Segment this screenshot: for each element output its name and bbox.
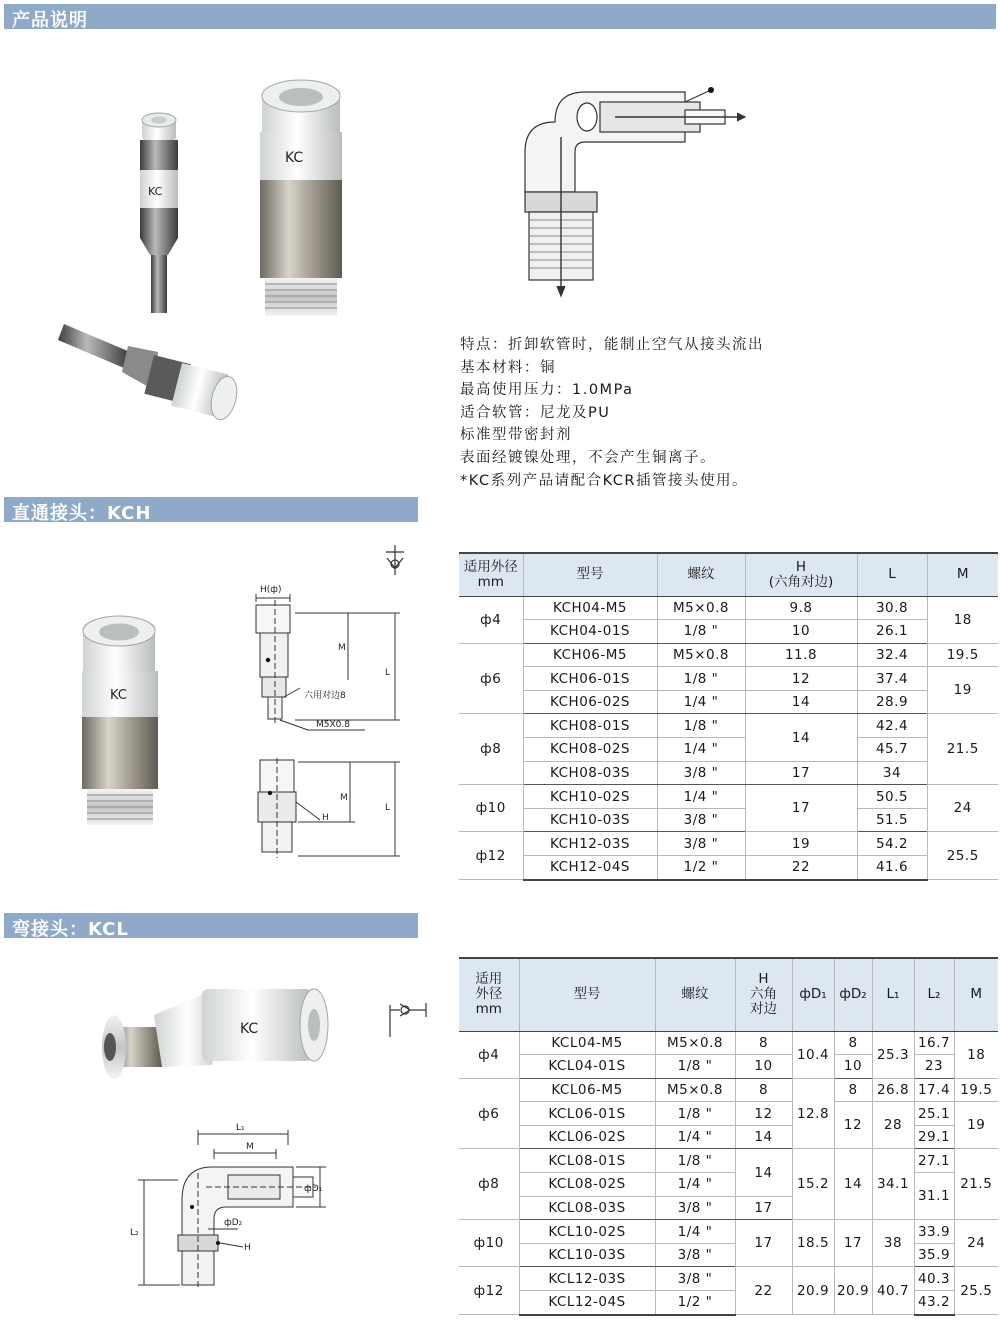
table-row	[459, 643, 998, 667]
kch-dimension-drawing	[240, 540, 420, 870]
table-header-cell: 螺纹	[657, 554, 745, 596]
table-cell-model: KCL08-02S	[519, 1173, 655, 1197]
table-row	[459, 620, 998, 644]
table-header-cell: L	[857, 554, 927, 596]
table-cell-m: 19	[954, 1102, 998, 1149]
fitting-large-photo	[260, 80, 342, 316]
table-cell-model: KCL06-02S	[519, 1125, 655, 1149]
table-cell-h: 10	[745, 620, 857, 644]
table-cell-thread: M5×0.8	[655, 1031, 735, 1055]
table-cell-h: 22	[745, 856, 857, 880]
table-cell-thread: 1/8 "	[657, 620, 745, 644]
kch-dim-thread: M5X0.8	[316, 720, 350, 730]
table-cell-model: KCH06-M5	[523, 643, 657, 667]
table-cell-h: 12	[745, 667, 857, 691]
table-cell-l1: 26.8	[872, 1078, 914, 1102]
section-title: 弯接头：KCL	[12, 919, 129, 940]
table-cell-od: ф10	[459, 785, 523, 832]
table-cell-l1: 40.7	[872, 1267, 914, 1315]
table-cell-od: ф8	[459, 1149, 519, 1220]
table-cell-l2: 23	[914, 1055, 954, 1079]
table-row	[459, 690, 998, 714]
table-cell-thread: 3/8 "	[657, 832, 745, 856]
table-header-cell: 螺纹	[655, 959, 735, 1031]
table-row	[459, 1291, 998, 1315]
table-cell-m: 24	[927, 785, 998, 832]
table-cell-od: ф4	[459, 596, 523, 643]
table-cell-l: 51.5	[857, 808, 927, 832]
kcl-dim-h: H	[244, 1243, 251, 1253]
table-cell-thread: 1/4 "	[657, 785, 745, 809]
kcl-dim-d1: фD₁	[304, 1184, 323, 1194]
table-cell-l: 54.2	[857, 832, 927, 856]
table-cell-thread: 3/8 "	[655, 1243, 735, 1267]
table-cell-l: 37.4	[857, 667, 927, 691]
table-cell-thread: 1/2 "	[657, 856, 745, 880]
table-cell-model: KCH08-02S	[523, 738, 657, 762]
table-cell-l: 42.4	[857, 714, 927, 738]
table-cell-l1: 38	[872, 1220, 914, 1267]
table-cell-od: ф10	[459, 1220, 519, 1267]
table-cell-thread: 1/4 "	[655, 1220, 735, 1244]
table-cell-thread: 1/4 "	[655, 1173, 735, 1197]
table-row	[459, 808, 998, 832]
table-cell-l: 34	[857, 761, 927, 785]
table-cell-thread: 1/4 "	[657, 738, 745, 762]
feature-item: *KC系列产品请配合KCR插管接头使用。	[460, 472, 749, 489]
table-header-cell: H (六角对边)	[745, 554, 857, 596]
table-cell-model: KCL06-01S	[519, 1102, 655, 1126]
kch-dim-m: M	[338, 643, 346, 653]
table-cell-m: 19	[927, 667, 998, 714]
kch-spec-table	[459, 554, 998, 881]
table-header-cell: 适用外径 mm	[459, 554, 523, 596]
table-cell-model: KCL08-01S	[519, 1149, 655, 1173]
table-cell-model: KCH06-02S	[523, 690, 657, 714]
table-cell-thread: 3/8 "	[655, 1196, 735, 1220]
table-cell-m: 24	[954, 1220, 998, 1267]
table-cell-thread: 3/8 "	[657, 808, 745, 832]
table-cell-od: ф8	[459, 714, 523, 785]
table-row	[459, 1078, 998, 1102]
table-cell-l2: 16.7	[914, 1031, 954, 1055]
feature-item: 最高使用压力：1.0MPa	[460, 382, 634, 399]
table-cell-thread: 1/4 "	[657, 690, 745, 714]
table-cell-model: KCL04-01S	[519, 1055, 655, 1079]
table-cell-h: 8	[735, 1031, 792, 1055]
table-cell-model: KCL10-03S	[519, 1243, 655, 1267]
table-header-cell: M	[927, 554, 998, 596]
table-row	[459, 1125, 998, 1149]
feature-list	[460, 334, 764, 492]
table-cell-model: KCL08-03S	[519, 1196, 655, 1220]
table-cell-model: KCH04-01S	[523, 620, 657, 644]
table-cell-h: 17	[745, 761, 857, 785]
table-header-cell: фD₁	[792, 959, 834, 1031]
kch-dim-m2: M	[340, 793, 348, 803]
table-cell-thread: 1/2 "	[655, 1291, 735, 1315]
table-header-cell: 型号	[523, 554, 657, 596]
table-header-cell: H 六角 对边	[735, 959, 792, 1031]
table-cell-l2: 31.1	[914, 1173, 954, 1220]
table-row	[459, 714, 998, 738]
table-cell-model: KCL06-M5	[519, 1078, 655, 1102]
table-cell-model: KCL12-03S	[519, 1267, 655, 1291]
table-cell-l: 45.7	[857, 738, 927, 762]
table-cell-d1: 20.9	[792, 1267, 834, 1315]
table-cell-od: ф12	[459, 1267, 519, 1315]
table-cell-h: 9.8	[745, 596, 857, 620]
table-cell-d2: 17	[834, 1220, 872, 1267]
table-header-cell: 适用 外径 mm	[459, 959, 519, 1031]
product-logo: KC	[240, 1021, 259, 1037]
table-cell-m: 21.5	[927, 714, 998, 785]
table-cell-h: 22	[735, 1267, 792, 1315]
table-cell-h: 14	[745, 690, 857, 714]
table-row	[459, 1055, 998, 1079]
table-cell-model: KCH06-01S	[523, 667, 657, 691]
kcl-spec-table	[459, 959, 998, 1316]
table-cell-d1: 12.8	[792, 1078, 834, 1149]
fitting-horizontal-photo	[58, 324, 241, 422]
section-header-product	[4, 4, 996, 29]
table-cell-l2: 43.2	[914, 1291, 954, 1315]
table-cell-h: 17	[735, 1196, 792, 1220]
table-cell-h: 17	[745, 785, 857, 832]
table-cell-d2: 12	[834, 1102, 872, 1149]
table-header-cell: фD₂	[834, 959, 872, 1031]
table-cell-model: KCH12-03S	[523, 832, 657, 856]
table-cell-od: ф12	[459, 832, 523, 880]
table-cell-model: KCH10-02S	[523, 785, 657, 809]
table-cell-thread: M5×0.8	[655, 1078, 735, 1102]
section-header-kch	[4, 497, 418, 522]
kcl-dim-l1: L₁	[236, 1123, 245, 1133]
table-row	[459, 1102, 998, 1126]
table-cell-model: KCL04-M5	[519, 1031, 655, 1055]
table-cell-h: 19	[745, 832, 857, 856]
kch-dim-hex: 六用对边8	[304, 691, 346, 701]
check-valve-symbol-elbow	[390, 1003, 426, 1037]
table-cell-model: KCH04-M5	[523, 596, 657, 620]
feature-item: 基本材料：铜	[460, 359, 556, 376]
table-cell-l2: 17.4	[914, 1078, 954, 1102]
table-cell-m: 19.5	[954, 1078, 998, 1102]
table-cell-l1: 28	[872, 1102, 914, 1149]
table-cell-h: 8	[735, 1078, 792, 1102]
section-title: 产品说明	[12, 10, 88, 31]
table-row	[459, 856, 998, 880]
section-header-kcl	[4, 913, 418, 938]
table-cell-l: 41.6	[857, 856, 927, 880]
table-cell-l2: 27.1	[914, 1149, 954, 1173]
table-cell-d2: 14	[834, 1149, 872, 1220]
table-row	[459, 667, 998, 691]
elbow-cross-section-drawing	[515, 82, 765, 307]
table-cell-thread: 1/8 "	[655, 1102, 735, 1126]
fitting-small-photo	[140, 113, 178, 313]
table-cell-h: 14	[745, 714, 857, 761]
table-cell-l2: 25.1	[914, 1102, 954, 1126]
table-row	[459, 1173, 998, 1197]
table-cell-d2: 8	[834, 1031, 872, 1055]
table-cell-thread: M5×0.8	[657, 596, 745, 620]
table-cell-h: 11.8	[745, 643, 857, 667]
table-header-cell: L₂	[914, 959, 954, 1031]
table-row	[459, 785, 998, 809]
feature-item: 标准型带密封剂	[460, 427, 572, 444]
table-cell-h: 12	[735, 1102, 792, 1126]
table-cell-model: KCH08-01S	[523, 714, 657, 738]
table-row	[459, 1149, 998, 1173]
table-cell-thread: 1/8 "	[657, 714, 745, 738]
table-cell-h: 14	[735, 1149, 792, 1196]
table-cell-l: 30.8	[857, 596, 927, 620]
table-cell-l1: 34.1	[872, 1149, 914, 1220]
table-row	[459, 1220, 998, 1244]
table-row	[459, 1243, 998, 1267]
product-logo: KC	[285, 150, 304, 166]
table-cell-d1: 15.2	[792, 1149, 834, 1220]
kch-dim-l2: L	[385, 803, 391, 813]
table-cell-thread: 3/8 "	[657, 761, 745, 785]
table-row	[459, 1267, 998, 1291]
product-logo: KC	[148, 185, 163, 198]
table-row	[459, 1031, 998, 1055]
table-cell-thread: 3/8 "	[655, 1267, 735, 1291]
table-cell-thread: 1/8 "	[655, 1149, 735, 1173]
table-cell-l2: 29.1	[914, 1125, 954, 1149]
table-cell-l: 50.5	[857, 785, 927, 809]
table-cell-od: ф4	[459, 1031, 519, 1078]
kch-dim-h2: H	[322, 813, 329, 823]
feature-item: 表面经镀镍处理，不会产生铜离子。	[460, 449, 716, 466]
table-row	[459, 738, 998, 762]
table-cell-m: 19.5	[927, 643, 998, 667]
table-cell-d2: 10	[834, 1055, 872, 1079]
kcl-dimension-drawing	[128, 995, 428, 1290]
table-cell-thread: M5×0.8	[657, 643, 745, 667]
table-cell-m: 25.5	[954, 1267, 998, 1315]
section-title: 直通接头：KCH	[12, 503, 152, 524]
table-cell-od: ф6	[459, 643, 523, 714]
table-cell-thread: 1/8 "	[657, 667, 745, 691]
table-row	[459, 761, 998, 785]
table-row	[459, 832, 998, 856]
table-cell-l2: 35.9	[914, 1243, 954, 1267]
table-cell-d2: 20.9	[834, 1267, 872, 1315]
table-cell-h: 17	[735, 1220, 792, 1267]
kcl-dim-l2: L₂	[130, 1228, 139, 1238]
table-cell-l1: 25.3	[872, 1031, 914, 1078]
table-cell-l: 28.9	[857, 690, 927, 714]
table-row	[459, 596, 998, 620]
table-cell-m: 18	[954, 1031, 998, 1078]
table-cell-l2: 33.9	[914, 1220, 954, 1244]
table-cell-l: 32.4	[857, 643, 927, 667]
table-cell-l2: 40.3	[914, 1267, 954, 1291]
table-cell-m: 18	[927, 596, 998, 643]
table-cell-l: 26.1	[857, 620, 927, 644]
table-cell-model: KCL12-04S	[519, 1291, 655, 1315]
feature-item: 特点：折卸软管时，能制止空气从接头流出	[460, 337, 764, 353]
kcl-dim-m: M	[246, 1142, 254, 1152]
table-cell-model: KCH08-03S	[523, 761, 657, 785]
table-cell-m: 21.5	[954, 1149, 998, 1220]
kch-dim-h: H(ф)	[260, 585, 282, 595]
product-logo: KC	[110, 688, 127, 703]
product-photo-group	[50, 70, 360, 460]
table-cell-od: ф6	[459, 1078, 519, 1149]
table-cell-model: KCL10-02S	[519, 1220, 655, 1244]
check-valve-symbol	[386, 545, 404, 575]
table-cell-h: 10	[735, 1055, 792, 1079]
table-header-cell: L₁	[872, 959, 914, 1031]
table-cell-d1: 18.5	[792, 1220, 834, 1267]
table-cell-h: 14	[735, 1125, 792, 1149]
table-cell-model: KCH10-03S	[523, 808, 657, 832]
table-cell-m: 25.5	[927, 832, 998, 880]
kcl-dim-d2: фD₂	[224, 1218, 243, 1228]
table-cell-d1: 10.4	[792, 1031, 834, 1078]
table-cell-thread: 1/4 "	[655, 1125, 735, 1149]
table-header-cell: 型号	[519, 959, 655, 1031]
table-cell-model: KCH12-04S	[523, 856, 657, 880]
kch-dim-l: L	[385, 668, 391, 678]
kch-product-photo	[80, 615, 160, 830]
table-cell-thread: 1/8 "	[655, 1055, 735, 1079]
table-cell-d2: 8	[834, 1078, 872, 1102]
table-header-cell: M	[954, 959, 998, 1031]
feature-item: 适合软管：尼龙及PU	[460, 404, 611, 421]
